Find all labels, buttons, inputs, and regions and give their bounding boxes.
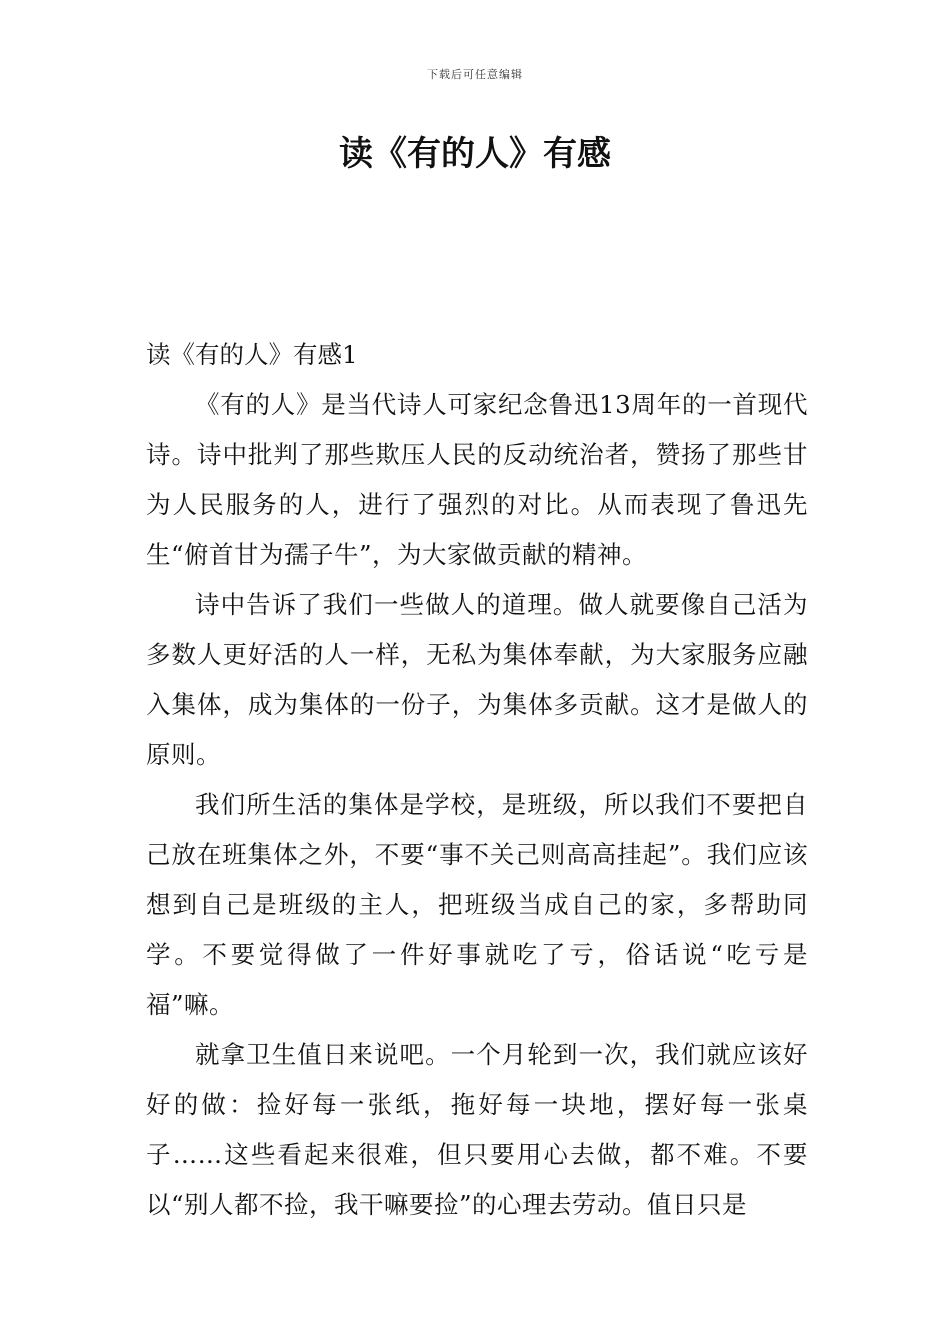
paragraph-3: 我们所生活的集体是学校，是班级，所以我们不要把自己放在班集体之外，不要“事不关己则高高挂起”。我们应该想到自己是班级的主人，把班级当成自己的家，多帮助同学。不要觉得做了一件好事就吃了亏，俗话说“吃亏是福”嘛。	[146, 790, 808, 1019]
paragraph-4: 就拿卫生值日来说吧。一个月轮到一次，我们就应该好好的做：捡好每一张纸，拖好每一块地，摆好每一张桌子……这些看起来很难，但只要用心去做，都不难。不要以“别人都不捡，我干嘛要捡”的心理去劳动。值日只是	[146, 1040, 808, 1219]
document-title: 读《有的人》有感	[339, 134, 611, 174]
paragraph-1: 《有的人》是当代诗人可家纪念鲁迅13周年的一首现代诗。诗中批判了那些欺压人民的反动统治者，赞扬了那些甘为人民服务的人，进行了强烈的对比。从而表现了鲁迅先生“俯首甘为孺子牛”，为大家做贡献的精神。	[146, 390, 808, 569]
section-heading: 读《有的人》有感1	[146, 340, 358, 369]
header-note: 下载后可任意编辑	[427, 68, 523, 81]
document-body	[146, 330, 808, 1230]
paragraph-2: 诗中告诉了我们一些做人的道理。做人就要像自己活为多数人更好活的人一样，无私为集体奉献，为大家服务应融入集体，成为集体的一份子，为集体多贡献。这才是做人的原则。	[146, 590, 808, 769]
